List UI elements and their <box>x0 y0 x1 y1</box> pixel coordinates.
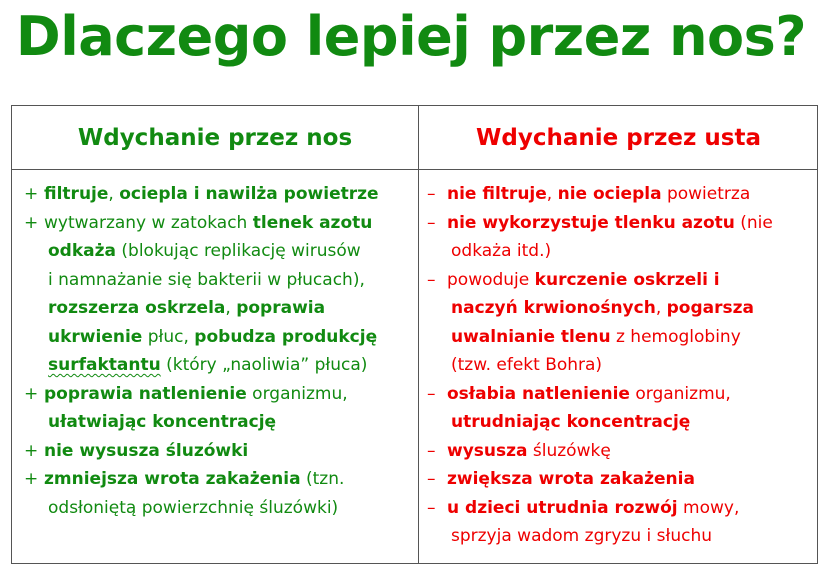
list-item-continuation: utrudniając koncentrację <box>451 412 691 432</box>
list-item: – powoduje kurczenie oskrzeli i <box>427 266 812 295</box>
list-item-continuation: (tzw. efekt Bohra) <box>451 355 603 375</box>
list-item-continuation: odsłoniętą powierzchnię śluzówki) <box>48 497 339 518</box>
minus-bullet: – <box>427 269 436 290</box>
list-item: – wysusza śluzówkę <box>427 437 812 466</box>
page-title: Dlaczego lepiej przez nos? <box>15 5 807 68</box>
minus-bullet: – <box>427 440 436 461</box>
minus-bullet: – <box>427 383 436 404</box>
list-item: – osłabia natlenienie organizmu, <box>427 380 812 409</box>
list-item-continuation: uwalnianie tlenu z hemoglobiny <box>451 326 741 347</box>
column-mouth <box>427 180 812 551</box>
column-divider <box>418 106 419 563</box>
list-item: + wytwarzany w zatokach tlenek azotu <box>24 209 409 238</box>
minus-bullet: – <box>427 184 436 204</box>
plus-bullet: + <box>24 212 39 233</box>
minus-bullet: – <box>427 212 436 233</box>
list-item-continuation: rozszerza oskrzela , poprawia <box>48 298 326 318</box>
list-item: + zmniejsza wrota zakażenia (tzn. <box>24 465 409 494</box>
list-item: – nie wykorzystuje tlenku azotu (nie <box>427 209 812 238</box>
list-item-continuation: sprzyja wadom zgryzu i słuchu <box>451 526 712 546</box>
plus-bullet: + <box>24 184 39 204</box>
plus-bullet: + <box>24 383 39 404</box>
column-nose <box>24 180 409 522</box>
comparison-table <box>11 105 818 564</box>
list-item-continuation: surfaktantu (który „naoliwia” płuca) <box>24 351 409 380</box>
header-divider <box>12 169 817 170</box>
list-item-continuation: ukrwienie płuc, pobudza produkcję <box>48 326 378 347</box>
spellcheck-underlined-word: surfaktantu <box>48 355 161 375</box>
list-item-continuation: ułatwiając koncentrację <box>48 412 277 432</box>
minus-bullet: – <box>427 497 436 518</box>
list-item-continuation: i namnażanie się bakterii w płucach), <box>48 269 365 290</box>
header-nose: Wdychanie przez nos <box>77 124 353 151</box>
list-item-continuation: odkaża (blokując replikację wirusów <box>48 241 361 261</box>
list-item: + filtruje , ociepla i nawilża powietrze <box>24 180 409 209</box>
list-item: + nie wysusza śluzówki <box>24 437 409 466</box>
list-item-continuation: naczyń krwionośnych , pogarsza <box>451 298 754 318</box>
list-item-continuation: odkaża itd.) <box>451 241 552 261</box>
list-item: – nie filtruje , nie ociepla powietrza <box>427 180 812 209</box>
plus-bullet: + <box>24 440 39 461</box>
plus-bullet: + <box>24 469 39 489</box>
list-item: – zwiększa wrota zakażenia <box>427 465 812 494</box>
header-mouth: Wdychanie przez usta <box>476 124 761 151</box>
list-item: – u dzieci utrudnia rozwój mowy, <box>427 494 812 523</box>
minus-bullet: – <box>427 469 436 489</box>
list-item: + poprawia natlenienie organizmu, <box>24 380 409 409</box>
